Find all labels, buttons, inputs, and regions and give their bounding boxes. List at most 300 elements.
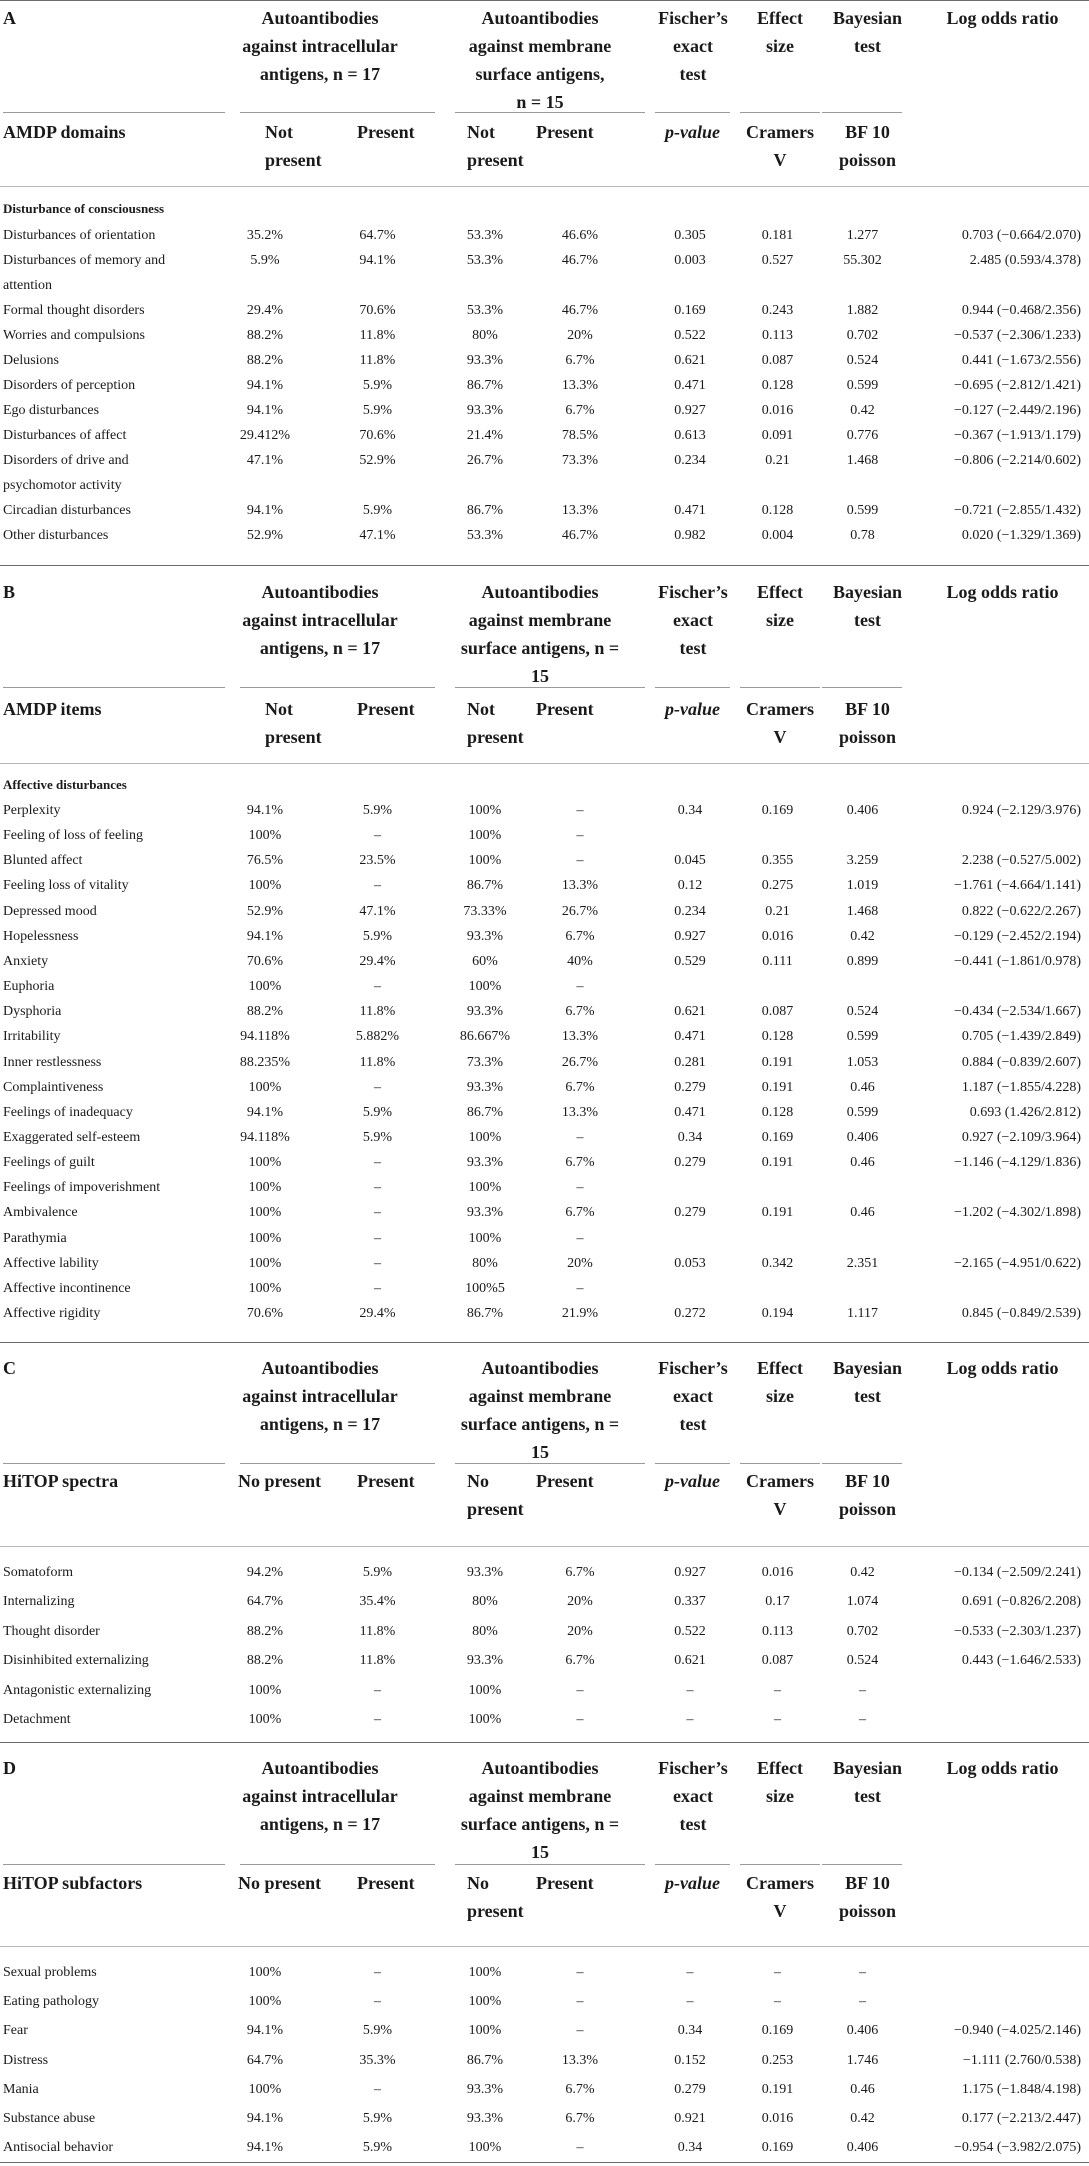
- table-cell: 100%: [468, 828, 502, 844]
- header-text: V: [773, 150, 787, 170]
- subheader-cramers: [740, 118, 820, 174]
- table-cell: 6.7%: [565, 403, 595, 418]
- header-text: BF 10: [845, 1471, 890, 1491]
- table-cell: –: [374, 1079, 381, 1095]
- table-cell: 13.3%: [561, 378, 599, 393]
- table-cell: 1.117: [847, 1306, 878, 1321]
- header-text: Autoantibodies: [481, 1358, 599, 1378]
- header-effect: [740, 4, 820, 60]
- divider: [0, 186, 1089, 187]
- header-text: Autoantibodies: [481, 1758, 599, 1778]
- row-label: Ego disturbances: [3, 403, 100, 418]
- header-text: BF 10: [845, 699, 890, 719]
- subheader-present: Present: [357, 1471, 415, 1491]
- divider: [240, 1864, 435, 1865]
- table-cell: 100%: [248, 979, 282, 995]
- header-text: 15: [531, 1442, 549, 1462]
- table-cell: 0.899: [846, 953, 879, 969]
- subheading: Disturbance of consciousness: [3, 201, 165, 216]
- header-text: V: [773, 727, 787, 747]
- table-cell: 0.128: [761, 1104, 794, 1120]
- table-cell: 93.3%: [466, 1004, 504, 1020]
- table-cell: 100%: [248, 1205, 282, 1221]
- header-effect: [740, 1754, 820, 1810]
- table-cell: 29.4%: [359, 953, 396, 969]
- table-cell: −0.127 (−2.449/2.196): [953, 403, 1081, 418]
- table-cell: 0.181: [761, 228, 794, 243]
- table-cell: 0.21: [765, 903, 790, 919]
- table-cell: –: [686, 1965, 694, 1980]
- table-cell: –: [576, 1682, 584, 1698]
- header-text: Fischer’s: [658, 582, 728, 602]
- table-cell: 0.194: [761, 1306, 794, 1321]
- table-cell: 100%: [468, 1712, 502, 1727]
- table-cell: 35.3%: [359, 2052, 396, 2068]
- table-cell: −0.721 (−2.855/1.432): [953, 503, 1081, 518]
- table-cell: –: [576, 1994, 584, 2010]
- header-log-odds: Log odds ratio: [946, 1758, 1059, 1778]
- table-cell: –: [576, 979, 584, 995]
- table-cell: 52.9%: [246, 528, 284, 543]
- table-cell: 100%: [468, 1965, 502, 1980]
- table-cell: 46.7%: [561, 303, 599, 318]
- top-rule: [0, 565, 1089, 566]
- table-cell: 0.113: [762, 328, 793, 343]
- subheader-cramers: [740, 1467, 820, 1523]
- subheader-present: Present: [536, 1873, 594, 1893]
- table-cell: 93.3%: [466, 2081, 504, 2097]
- table-cell: 73.33%: [463, 903, 507, 919]
- divider: [740, 112, 820, 113]
- subheader-present: Present: [357, 122, 415, 142]
- header-text: surface antigens, n =: [460, 1814, 620, 1834]
- table-cell: –: [576, 1180, 584, 1196]
- table-cell: 0.944 (−0.468/2.356): [961, 303, 1081, 318]
- table-cell: 94.1%: [246, 2140, 284, 2156]
- table-cell: 0.279: [674, 1079, 706, 1095]
- table-cell: −1.202 (−4.302/1.898): [953, 1205, 1081, 1221]
- table-cell: 94.1%: [246, 803, 284, 818]
- table-cell: −0.940 (−4.025/2.146): [953, 2023, 1081, 2039]
- table-cell: 100%: [468, 1129, 502, 1145]
- table-cell: 80%: [472, 328, 498, 343]
- divider: [3, 112, 225, 113]
- table-cell: 0.524: [846, 1004, 879, 1020]
- divider: [0, 1946, 1089, 1947]
- table-cell: –: [859, 1682, 866, 1698]
- section-letter: A: [3, 8, 16, 28]
- row-label: Anxiety: [3, 953, 49, 969]
- table-cell: 94.1%: [246, 378, 284, 393]
- table-cell: 11.8%: [359, 328, 396, 343]
- divider: [3, 1864, 225, 1865]
- table-cell: 100%: [468, 1682, 502, 1698]
- table-cell: 5.9%: [362, 403, 393, 418]
- table-cell: 0.927 (−2.109/3.964): [961, 1129, 1081, 1145]
- row-label: Affective rigidity: [3, 1306, 101, 1321]
- header-membrane: [440, 4, 640, 116]
- table-cell: 0.045: [674, 853, 706, 869]
- table-cell: 0.613: [674, 428, 706, 443]
- table-cell: 0.471: [674, 1104, 706, 1120]
- table-cell: –: [374, 1155, 381, 1171]
- subheader-present: Present: [536, 699, 594, 719]
- table-cell: 88.2%: [246, 1004, 284, 1020]
- table-cell: –: [576, 1230, 584, 1246]
- header-text: Autoantibodies: [481, 8, 599, 28]
- header-text: surface antigens, n =: [460, 638, 620, 658]
- subheader-not-present: [265, 118, 322, 174]
- table-cell: 0.599: [846, 378, 879, 393]
- header-text: Not: [467, 122, 495, 142]
- table-cell: 0.406: [846, 1129, 879, 1145]
- table-cell: 0.21: [765, 453, 790, 468]
- row-label-header: AMDP items: [3, 699, 102, 719]
- table-cell: 0.524: [846, 353, 879, 368]
- subheader-present: Present: [357, 699, 415, 719]
- table-cell: 3.259: [846, 853, 879, 869]
- table-cell: 0.191: [761, 1155, 794, 1171]
- table-cell: 70.6%: [359, 303, 396, 318]
- subheader-not-present: [467, 1869, 524, 1925]
- table-cell: –: [576, 1965, 584, 1980]
- subheader-not-present: [265, 695, 322, 751]
- top-rule: [0, 0, 1089, 1]
- table-cell: –: [774, 1994, 781, 2010]
- table-cell: 0.169: [761, 1129, 794, 1145]
- table-cell: 0.42: [850, 2111, 875, 2126]
- header-bayesian: [820, 1754, 915, 1810]
- subheader-bf: [820, 1869, 915, 1925]
- table-cell: 0.42: [850, 928, 875, 944]
- table-cell: 6.7%: [565, 1155, 595, 1171]
- table-cell: −1.761 (−4.664/1.141): [953, 878, 1081, 894]
- table-cell: 0.471: [674, 503, 706, 518]
- table-cell: 5.9%: [250, 253, 280, 268]
- section-letter: C: [3, 1358, 16, 1378]
- row-label: Circadian disturbances: [3, 503, 131, 518]
- table-cell: 1.053: [846, 1054, 879, 1070]
- table-cell: 20%: [567, 1255, 593, 1271]
- row-label: Complaintiveness: [3, 1079, 104, 1095]
- table-cell: 0.279: [674, 1155, 706, 1171]
- table-cell: 29.412%: [239, 428, 291, 443]
- table-cell: 26.7%: [561, 1054, 599, 1070]
- header-text: exact: [673, 1386, 713, 1406]
- table-cell: 2.238 (−0.527/5.002): [961, 853, 1081, 869]
- table-cell: –: [576, 1712, 584, 1727]
- table-cell: 20%: [567, 1623, 593, 1639]
- divider: [740, 1463, 820, 1464]
- table-cell: –: [686, 1712, 694, 1727]
- table-cell: 100%: [248, 1079, 282, 1095]
- header-text: antigens, n = 17: [259, 1814, 381, 1834]
- header-text: poisson: [838, 1901, 897, 1921]
- header-text: No: [467, 1873, 489, 1893]
- table-cell: 86.7%: [466, 378, 504, 393]
- header-text: present: [467, 1499, 524, 1519]
- table-cell: 0.921: [674, 2111, 706, 2126]
- header-text: Not: [265, 122, 293, 142]
- table-cell: 5.882%: [355, 1029, 400, 1045]
- table-cell: 0.053: [674, 1255, 706, 1271]
- table-cell: 0.191: [761, 2081, 794, 2097]
- table-cell: 53.3%: [466, 253, 504, 268]
- table-cell: 0.621: [674, 1653, 706, 1669]
- table-cell: 46.7%: [561, 528, 599, 543]
- subheader-p-value: [650, 118, 735, 146]
- table-cell: 6.7%: [565, 928, 595, 944]
- table-cell: 0.776: [846, 428, 879, 443]
- table-cell: –: [374, 828, 381, 844]
- table-section-b: [0, 565, 1089, 1342]
- table-cell: 93.3%: [466, 928, 504, 944]
- row-label: Disorders of perception: [3, 378, 136, 393]
- header-text: surface antigens, n =: [460, 1414, 620, 1434]
- divider: [740, 1864, 820, 1865]
- row-label: Antisocial behavior: [3, 2140, 114, 2156]
- table-cell: 6.7%: [565, 2081, 595, 2097]
- table-cell: 100%: [248, 1155, 282, 1171]
- row-label: Thought disorder: [3, 1623, 100, 1639]
- table-cell: 53.3%: [466, 228, 504, 243]
- divider: [822, 1463, 902, 1464]
- table-cell: 0.016: [761, 403, 794, 418]
- header-text: Effect: [757, 8, 803, 28]
- table-cell: 86.7%: [466, 503, 504, 518]
- table-cell: 0.234: [674, 453, 706, 468]
- table-cell: 0.305: [674, 228, 706, 243]
- table-cell: 0.691 (−0.826/2.208): [961, 1594, 1081, 1610]
- table-cell: 0.46: [850, 1155, 875, 1171]
- table-cell: 0.177 (−2.213/2.447): [961, 2111, 1081, 2126]
- header-text: No present: [238, 1873, 322, 1893]
- table-cell: –: [859, 1712, 866, 1727]
- row-label: Disinhibited externalizing: [3, 1653, 149, 1669]
- row-label: Internalizing: [3, 1594, 75, 1610]
- table-cell: –: [374, 979, 381, 995]
- table-cell: 0.621: [674, 353, 706, 368]
- table-cell: 47.1%: [359, 903, 396, 919]
- header-text: n = 15: [516, 92, 564, 112]
- header-text: p-value: [665, 699, 720, 719]
- table-cell: 0.34: [677, 2140, 703, 2156]
- subheader-present: Present: [536, 1471, 594, 1491]
- divider: [455, 1463, 645, 1464]
- table-cell: 80%: [472, 1255, 498, 1271]
- table-cell: −0.441 (−1.861/0.978): [953, 953, 1081, 969]
- table-cell: 0.924 (−2.129/3.976): [961, 803, 1081, 818]
- table-cell: 0.42: [850, 1565, 875, 1580]
- table-cell: 0.529: [674, 953, 706, 969]
- row-label: Antagonistic externalizing: [3, 1682, 152, 1698]
- table-cell: 0.342: [761, 1255, 794, 1271]
- header-text: test: [679, 64, 707, 84]
- table-cell: 52.9%: [359, 453, 396, 468]
- table-cell: 0.272: [674, 1306, 706, 1321]
- row-label: Disorders of drive and: [3, 453, 129, 468]
- header-text: V: [773, 1499, 787, 1519]
- table-cell: 11.8%: [359, 353, 396, 368]
- header-text: present: [265, 727, 322, 747]
- table-cell: 0.406: [846, 2023, 879, 2039]
- header-text: Cramers: [746, 1471, 814, 1491]
- table-cell: −0.533 (−2.303/1.237): [953, 1623, 1081, 1639]
- table-cell: 93.3%: [466, 353, 504, 368]
- divider: [0, 763, 1089, 764]
- table-cell: –: [374, 1682, 381, 1698]
- subheader-not-present: [467, 695, 524, 751]
- table-cell: 60%: [472, 953, 498, 969]
- table-cell: 5.9%: [362, 1565, 393, 1580]
- table-cell: 0.087: [761, 1653, 794, 1669]
- header-fischer: [648, 578, 738, 662]
- table-cell: –: [576, 853, 584, 869]
- table-cell: –: [374, 1230, 381, 1246]
- table-cell: 100%: [248, 1230, 282, 1246]
- header-text: poisson: [838, 150, 897, 170]
- table-cell: 6.7%: [565, 1205, 595, 1221]
- row-label: Disturbances of affect: [3, 428, 127, 443]
- header-text: Effect: [757, 1758, 803, 1778]
- table-cell: –: [774, 1965, 781, 1980]
- table-cell: 94.2%: [246, 1565, 284, 1580]
- header-text: against membrane: [468, 610, 612, 630]
- table-cell: 0.927: [674, 1565, 706, 1580]
- table-cell: 0.78: [850, 528, 875, 543]
- table-cell: 93.3%: [466, 1155, 504, 1171]
- table-cell: 0.128: [761, 503, 794, 518]
- table-cell: 13.3%: [561, 503, 599, 518]
- table-cell: 0.016: [761, 928, 794, 944]
- table-cell: 20%: [567, 1594, 593, 1610]
- table-section-d: [0, 1742, 1089, 2166]
- divider: [655, 687, 730, 688]
- header-text: test: [679, 1414, 707, 1434]
- header-text: test: [854, 610, 881, 630]
- divider: [655, 1463, 730, 1464]
- table-cell: 0.46: [850, 1205, 875, 1221]
- table-cell: 13.3%: [561, 1029, 599, 1045]
- table-cell: –: [774, 1712, 781, 1727]
- divider: [822, 1864, 902, 1865]
- header-text: antigens, n = 17: [259, 638, 381, 658]
- table-cell: 52.9%: [246, 903, 284, 919]
- header-text: Cramers: [746, 1873, 814, 1893]
- table-cell: 1.187 (−1.855/4.228): [961, 1079, 1081, 1095]
- row-label-header: HiTOP spectra: [3, 1471, 119, 1491]
- table-cell: 0.279: [674, 2081, 706, 2097]
- table-cell: 0.243: [761, 303, 794, 318]
- row-label: Feelings of inadequacy: [3, 1104, 133, 1120]
- header-text: Effect: [757, 582, 803, 602]
- table-cell: –: [374, 1994, 381, 2010]
- header-text: Autoantibodies: [481, 582, 599, 602]
- table-cell: 0.169: [761, 2023, 794, 2039]
- row-label: Exaggerated self-esteem: [3, 1129, 141, 1145]
- table-cell: 0.705 (−1.439/2.849): [961, 1029, 1081, 1045]
- table-cell: 2.351: [846, 1255, 879, 1271]
- table-cell: –: [374, 1205, 381, 1221]
- table-cell: 100%: [468, 2023, 502, 2039]
- divider: [822, 687, 902, 688]
- header-text: present: [467, 727, 524, 747]
- table-cell: 94.118%: [240, 1029, 290, 1045]
- table-cell: 0.355: [761, 853, 794, 869]
- table-cell: –: [374, 1712, 381, 1727]
- table-cell: 46.6%: [561, 228, 599, 243]
- table-cell: 0.128: [761, 1029, 794, 1045]
- bottom-rule: [0, 2162, 1089, 2163]
- table-cell: 6.7%: [565, 2111, 595, 2126]
- subheader-bf: [820, 1467, 915, 1523]
- table-cell: 0.091: [761, 428, 794, 443]
- table-cell: 6.7%: [565, 1653, 595, 1669]
- table-cell: 94.1%: [246, 2111, 284, 2126]
- header-text: test: [854, 1386, 881, 1406]
- row-label: Other disturbances: [3, 528, 109, 543]
- header-text: present: [467, 1901, 524, 1921]
- row-label: Worries and compulsions: [3, 328, 145, 343]
- subheader-not-present: [467, 118, 524, 174]
- table-cell: 35.2%: [246, 228, 284, 243]
- table-cell: –: [374, 2081, 381, 2097]
- table-cell: 100%: [468, 1180, 502, 1196]
- table-cell: –: [686, 1682, 694, 1698]
- table-cell: 80%: [472, 1594, 498, 1610]
- table-cell: 0.524: [846, 1653, 879, 1669]
- section-letter: D: [3, 1758, 16, 1778]
- table-cell: 53.3%: [466, 528, 504, 543]
- table-cell: 1.074: [846, 1594, 879, 1610]
- header-text: present: [265, 150, 322, 170]
- header-text: Autoantibodies: [261, 582, 379, 602]
- table-cell: 5.9%: [362, 2023, 393, 2039]
- table-cell: 86.667%: [459, 1029, 511, 1045]
- divider: [740, 687, 820, 688]
- table-cell: 100%: [248, 828, 282, 844]
- table-cell: 26.7%: [561, 903, 599, 919]
- table-cell: 0.46: [850, 2081, 875, 2097]
- row-label: Sexual problems: [3, 1965, 97, 1980]
- table-cell: 94.1%: [246, 2023, 284, 2039]
- table-cell: −0.367 (−1.913/1.179): [953, 428, 1081, 443]
- table-cell: 53.3%: [466, 303, 504, 318]
- table-cell: 0.693 (1.426/2.812): [969, 1104, 1081, 1120]
- row-label: Eating pathology: [3, 1994, 100, 2010]
- table-cell: –: [859, 1965, 866, 1980]
- table-cell: 11.8%: [359, 1054, 396, 1070]
- row-label: Formal thought disorders: [3, 303, 145, 318]
- top-rule: [0, 1342, 1089, 1343]
- table-cell: 11.8%: [359, 1004, 396, 1020]
- row-label: Feeling loss of vitality: [3, 878, 129, 894]
- row-label: Blunted affect: [3, 853, 83, 869]
- header-log-odds: Log odds ratio: [946, 8, 1059, 28]
- table-cell: 100%: [468, 803, 502, 818]
- table-cell: 76.5%: [246, 853, 284, 869]
- subheader-present: Present: [357, 1873, 415, 1893]
- table-cell: −0.129 (−2.452/2.194): [953, 928, 1081, 944]
- table-cell: 0.703 (−0.664/2.070): [961, 228, 1081, 243]
- row-label: Feeling of loss of feeling: [3, 828, 143, 844]
- header-text: Not: [467, 699, 495, 719]
- table-cell: 86.7%: [466, 878, 504, 894]
- table-cell: −0.537 (−2.306/1.233): [953, 328, 1081, 343]
- header-fischer: [648, 1754, 738, 1838]
- table-cell: 6.7%: [565, 1004, 595, 1020]
- header-membrane: [440, 1754, 640, 1866]
